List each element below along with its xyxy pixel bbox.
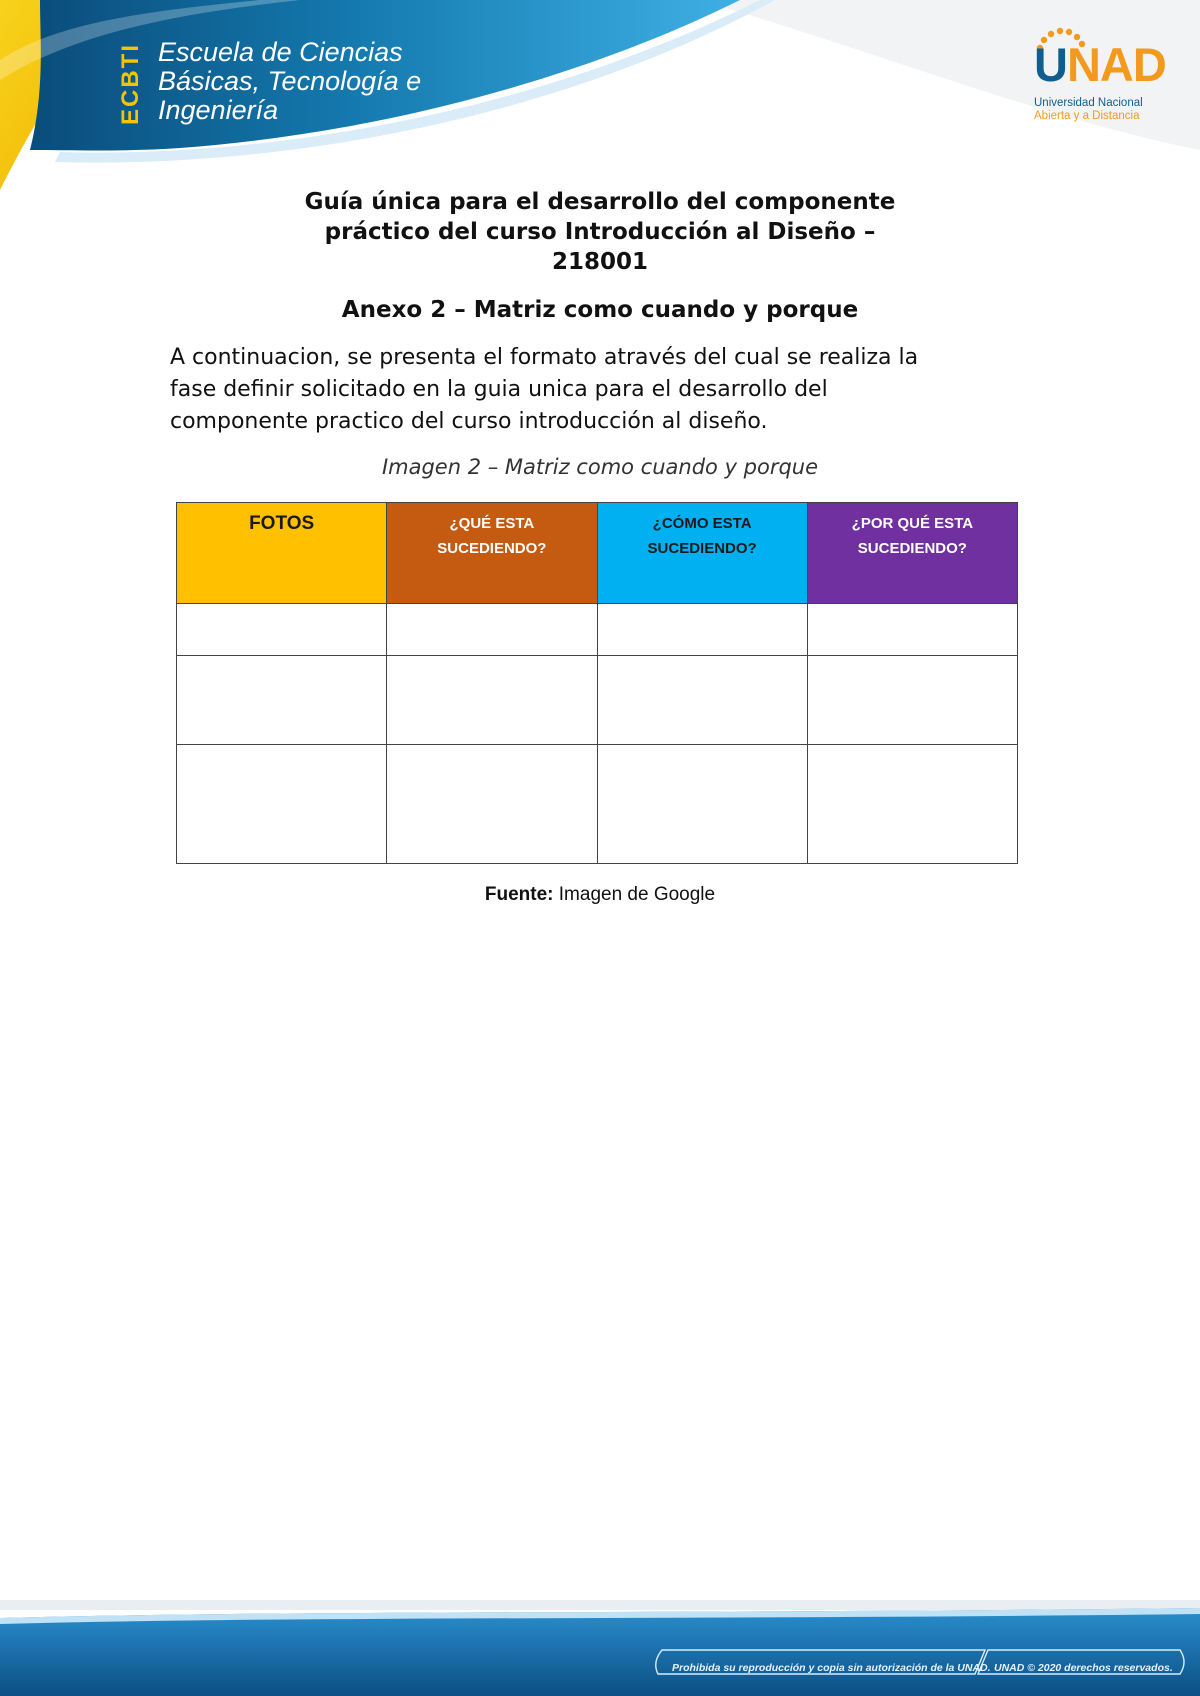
school-name	[158, 38, 421, 125]
matrix-header-how: ¿CÓMO ESTA SUCEDIENDO?	[597, 503, 807, 604]
school-name-line: Ingeniería	[158, 95, 279, 125]
matrix-cell[interactable]	[177, 745, 387, 864]
title-line: 218001	[551, 249, 649, 275]
footer-banner	[0, 1600, 1200, 1696]
footer-notice: Prohibida su reproducción y copia sin autorización de la UNAD.	[672, 1662, 991, 1674]
matrix-row	[177, 656, 1018, 745]
unad-logo-subtitle	[1034, 97, 1143, 123]
matrix-cell[interactable]	[177, 656, 387, 745]
matrix-cell[interactable]	[177, 604, 387, 656]
intro-line: componente practico del curso introducción al diseño.	[170, 409, 768, 434]
document-title	[240, 187, 960, 277]
matrix-cell[interactable]	[597, 656, 807, 745]
source-note	[240, 884, 960, 906]
figure-caption: Imagen 2 – Matriz como cuando y porque	[381, 455, 819, 479]
school-name-line: Escuela de Ciencias	[158, 37, 403, 67]
matrix-cell[interactable]	[807, 745, 1017, 864]
logo-letters-nad: NAD	[1066, 38, 1166, 91]
matrix-cell[interactable]	[807, 656, 1017, 745]
source-text: Imagen de Google	[558, 884, 716, 905]
school-name-line: Básicas, Tecnología e	[158, 66, 422, 96]
logo-subtitle-line: Abierta y a Distancia	[1034, 110, 1140, 122]
intro-line: fase definir solicitado en la guia unica para el desarrollo del	[170, 377, 828, 402]
title-line: Guía única para el desarrollo del componente	[304, 189, 896, 215]
school-acronym: ECBTI	[117, 43, 144, 125]
matrix-header-row	[177, 503, 1018, 604]
unad-logo	[1034, 40, 1166, 90]
matrix-header-what: ¿QUÉ ESTA SUCEDIENDO?	[387, 503, 597, 604]
matrix-cell[interactable]	[807, 604, 1017, 656]
matrix-cell[interactable]	[387, 604, 597, 656]
logo-subtitle-line: Universidad Nacional	[1034, 97, 1143, 109]
intro-line: A continuacion, se presenta el formato através del cual se realiza la	[170, 345, 919, 370]
matrix-cell[interactable]	[387, 745, 597, 864]
matrix-header-why: ¿POR QUÉ ESTA SUCEDIENDO?	[807, 503, 1017, 604]
matrix-table	[176, 502, 1018, 864]
matrix-cell[interactable]	[597, 604, 807, 656]
matrix-header-photos: FOTOS	[177, 503, 387, 604]
title-line: práctico del curso Introducción al Diseño –	[324, 219, 876, 245]
matrix-row	[177, 604, 1018, 656]
logo-letter-u: U	[1034, 38, 1067, 91]
source-label: Fuente:	[484, 884, 554, 905]
footer-copyright: UNAD © 2020 derechos reservados.	[994, 1662, 1173, 1674]
intro-paragraph	[170, 342, 1030, 438]
matrix-row	[177, 745, 1018, 864]
matrix-cell[interactable]	[597, 745, 807, 864]
document-subtitle: Anexo 2 – Matriz como cuando y porque	[341, 297, 859, 323]
matrix-cell[interactable]	[387, 656, 597, 745]
